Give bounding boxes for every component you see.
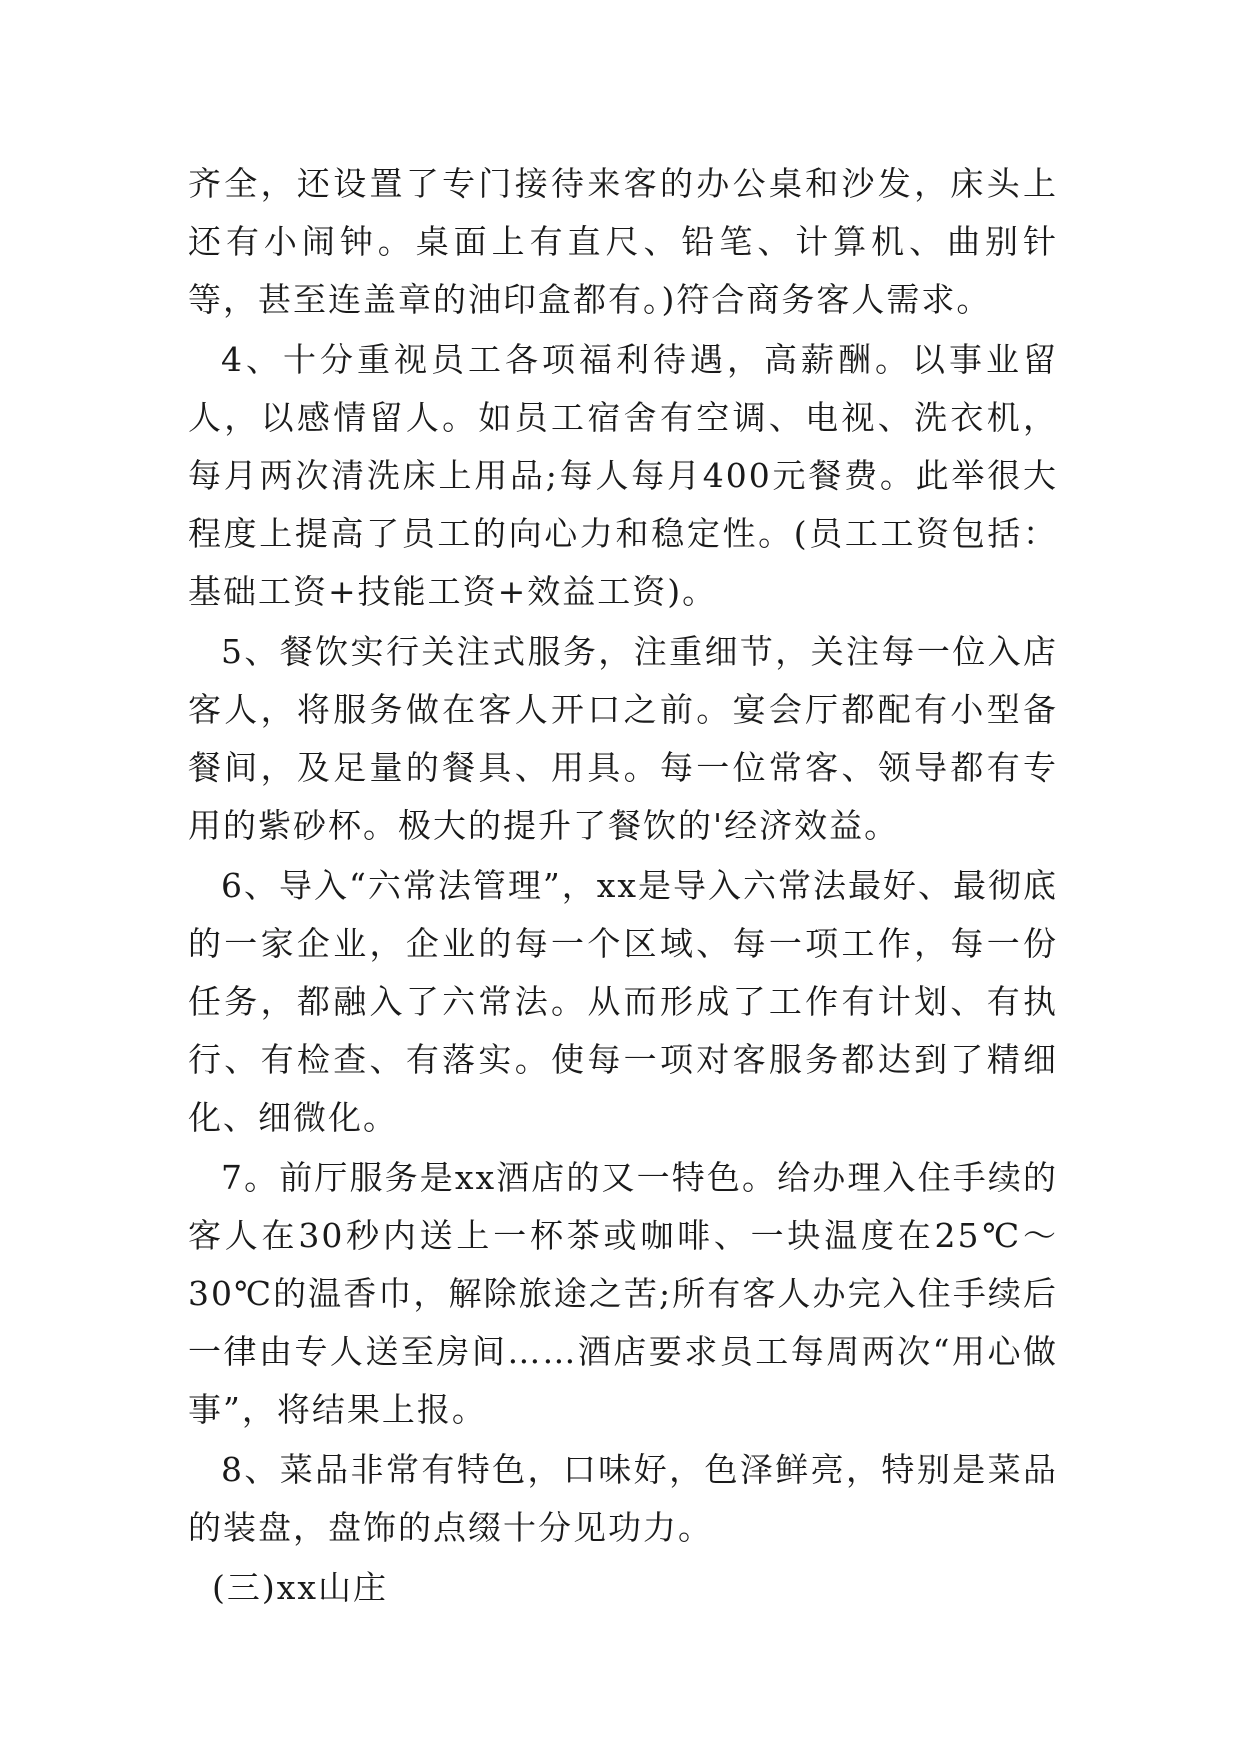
section-heading: (三)xx山庄 xyxy=(212,1568,388,1607)
paragraph-item-4: 4、十分重视员工各项福利待遇，高薪酬。以事业留人，以感情留人。如员工宿舍有空调、电视、洗衣机，每月两次清洗床上用品;每人每月400元餐费。此举很大程度上提高了员工的向心力和稳定性。(员工工资包括：基础工资+技能工资+效益工资)。 xyxy=(188,340,1058,611)
paragraph-item-7: 7。前厅服务是xx酒店的又一特色。给办理入住手续的客人在30秒内送上一杯茶或咖啡、一块温度在25℃～30℃的温香巾，解除旅途之苦;所有客人办完入住手续后一律由专人送至房间……酒店要求员工每周两次“用心做事”，将结果上报。 xyxy=(188,1158,1058,1429)
paragraph-item-8: 8、菜品非常有特色，口味好，色泽鲜亮，特别是菜品的装盘，盘饰的点缀十分见功力。 xyxy=(188,1450,1058,1547)
paragraph-item-6: 6、导入“六常法管理”，xx是导入六常法最好、最彻底的一家企业，企业的每一个区域、每一项工作，每一份任务，都融入了六常法。从而形成了工作有计划、有执行、有检查、有落实。使每一项对客服务都达到了精细化、细微化。 xyxy=(188,866,1058,1137)
paragraph-continuation: 齐全，还设置了专门接待来客的办公桌和沙发，床头上还有小闹钟。桌面上有直尺、铅笔、计算机、曲别针等，甚至连盖章的油印盒都有。)符合商务客人需求。 xyxy=(188,164,1058,319)
document-body xyxy=(188,155,1058,1617)
paragraph-item-5: 5、餐饮实行关注式服务，注重细节，关注每一位入店客人，将服务做在客人开口之前。宴会厅都配有小型备餐间，及足量的餐具、用具。每一位常客、领导都有专用的紫砂杯。极大的提升了餐饮的'经济效益。 xyxy=(188,632,1058,845)
